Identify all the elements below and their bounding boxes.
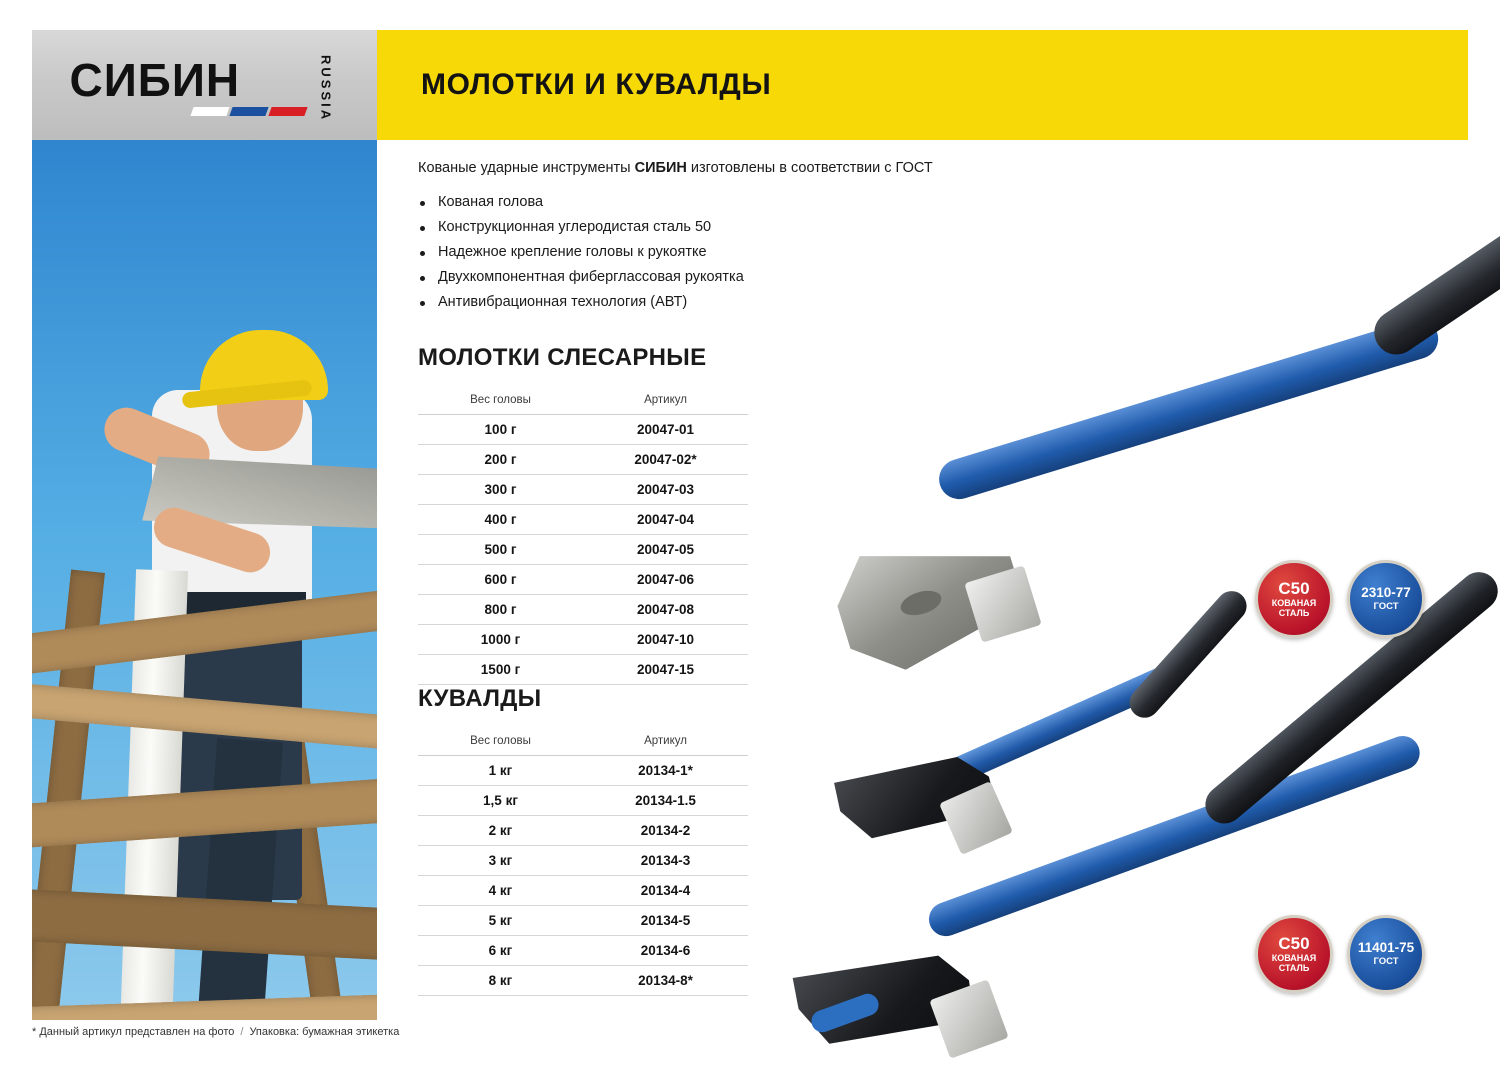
table-row	[418, 655, 748, 685]
table-row	[418, 415, 748, 445]
cell-article: 20134-1.5	[583, 786, 748, 816]
list-item: Конструкционная углеродистая сталь 50	[418, 219, 1478, 235]
cell-weight: 8 кг	[418, 966, 583, 996]
table-row	[418, 966, 748, 996]
cell-weight: 400 г	[418, 505, 583, 535]
flag-stripe-white	[190, 107, 229, 116]
feature-list	[418, 194, 1478, 310]
intro-lead	[418, 160, 1478, 176]
gost-badge-number: 2310-77	[1361, 584, 1411, 600]
column-header-weight: Вес головы	[418, 388, 583, 415]
hero-photo	[32, 140, 377, 1020]
table-row	[418, 786, 748, 816]
steel-badge-line2: КОВАНАЯ	[1271, 953, 1317, 964]
cell-article: 20047-04	[583, 505, 748, 535]
logo-inner	[70, 45, 340, 125]
steel-badge-grade: С50	[1278, 933, 1310, 953]
cell-article: 20134-5	[583, 906, 748, 936]
gost-badge-label: ГОСТ	[1373, 956, 1399, 968]
cell-weight: 5 кг	[418, 906, 583, 936]
list-item: Антивибрационная технология (АВТ)	[418, 294, 1478, 310]
steel-badge-grade: С50	[1278, 578, 1310, 598]
table-row	[418, 816, 748, 846]
cell-article: 20047-15	[583, 655, 748, 685]
footnote-star-text: * Данный артикул представлен на фото	[32, 1026, 235, 1038]
table-row	[418, 906, 748, 936]
section-title-sledges: КУВАЛДЫ	[418, 685, 542, 712]
logo-wordmark: СИБИН	[69, 54, 241, 106]
cell-weight: 1 кг	[418, 756, 583, 786]
cell-article: 20134-1*	[583, 756, 748, 786]
logo-russia-label: RUSSIA	[318, 55, 334, 123]
cell-weight: 500 г	[418, 535, 583, 565]
table-row	[418, 846, 748, 876]
cell-weight: 600 г	[418, 565, 583, 595]
cell-weight: 6 кг	[418, 936, 583, 966]
cell-article: 20047-10	[583, 625, 748, 655]
cell-weight: 2 кг	[418, 816, 583, 846]
table-row	[418, 505, 748, 535]
sledges-table	[418, 729, 748, 996]
brand-logo	[32, 30, 377, 140]
cell-weight: 200 г	[418, 445, 583, 475]
page-title: МОЛОТКИ И КУВАЛДЫ	[421, 68, 772, 101]
flag-stripe-blue	[229, 107, 268, 116]
cell-weight: 800 г	[418, 595, 583, 625]
cell-article: 20134-2	[583, 816, 748, 846]
title-banner	[377, 30, 1468, 140]
cell-article: 20134-6	[583, 936, 748, 966]
steel-badge-line3: СТАЛЬ	[1278, 607, 1310, 618]
flag-stripe-red	[268, 107, 307, 116]
steel-badge-line2: КОВАНАЯ	[1271, 598, 1317, 609]
cell-article: 20047-01	[583, 415, 748, 445]
intro-lead-brand: СИБИН	[634, 160, 687, 176]
badge-group-sledges	[1255, 915, 1425, 993]
intro-lead-after: изготовлены в соответствии с ГОСТ	[686, 160, 933, 176]
hammers-table	[418, 388, 748, 685]
hammer-handle	[934, 314, 1443, 504]
cell-weight: 100 г	[418, 415, 583, 445]
list-item: Надежное крепление головы к рукоятке	[418, 244, 1478, 260]
table-row	[418, 625, 748, 655]
table-row	[418, 475, 748, 505]
cell-article: 20134-4	[583, 876, 748, 906]
column-header-weight: Вес головы	[418, 729, 583, 756]
gost-badge-number: 11401-75	[1357, 939, 1415, 955]
cell-article: 20047-06	[583, 565, 748, 595]
list-item: Кованая голова	[418, 194, 1478, 210]
footnote	[32, 1026, 399, 1038]
steel-badge-icon	[1255, 560, 1333, 638]
cell-weight: 1,5 кг	[418, 786, 583, 816]
gost-badge-label: ГОСТ	[1373, 601, 1399, 613]
cell-article: 20047-03	[583, 475, 748, 505]
gost-badge-icon	[1347, 560, 1425, 638]
footnote-packaging: Упаковка: бумажная этикетка	[249, 1026, 400, 1038]
intro-lead-before: Кованые ударные инструменты	[418, 160, 635, 176]
table-row	[418, 756, 748, 786]
cell-article: 20134-8*	[583, 966, 748, 996]
table-row	[418, 445, 748, 475]
cell-article: 20047-02*	[583, 445, 748, 475]
cell-weight: 3 кг	[418, 846, 583, 876]
column-header-article: Артикул	[583, 388, 748, 415]
page-header	[32, 30, 1468, 140]
cell-article: 20047-08	[583, 595, 748, 625]
cell-weight: 1500 г	[418, 655, 583, 685]
cell-weight: 4 кг	[418, 876, 583, 906]
table-header-row	[418, 388, 748, 415]
table-row	[418, 876, 748, 906]
cell-article: 20047-05	[583, 535, 748, 565]
table-row	[418, 936, 748, 966]
column-header-article: Артикул	[583, 729, 748, 756]
list-item: Двухкомпонентная фиберглассовая рукоятка	[418, 269, 1478, 285]
table-header-row	[418, 729, 748, 756]
section-title-hammers: МОЛОТКИ СЛЕСАРНЫЕ	[418, 344, 707, 371]
cell-weight: 1000 г	[418, 625, 583, 655]
cell-article: 20134-3	[583, 846, 748, 876]
table-row	[418, 535, 748, 565]
footnote-separator: /	[240, 1026, 244, 1038]
steel-badge-icon	[1255, 915, 1333, 993]
badge-group-hammers	[1255, 560, 1425, 638]
gost-badge-icon	[1347, 915, 1425, 993]
flag-icon	[192, 107, 309, 116]
steel-badge-line3: СТАЛЬ	[1278, 962, 1310, 973]
cell-weight: 300 г	[418, 475, 583, 505]
table-row	[418, 595, 748, 625]
table-row	[418, 565, 748, 595]
